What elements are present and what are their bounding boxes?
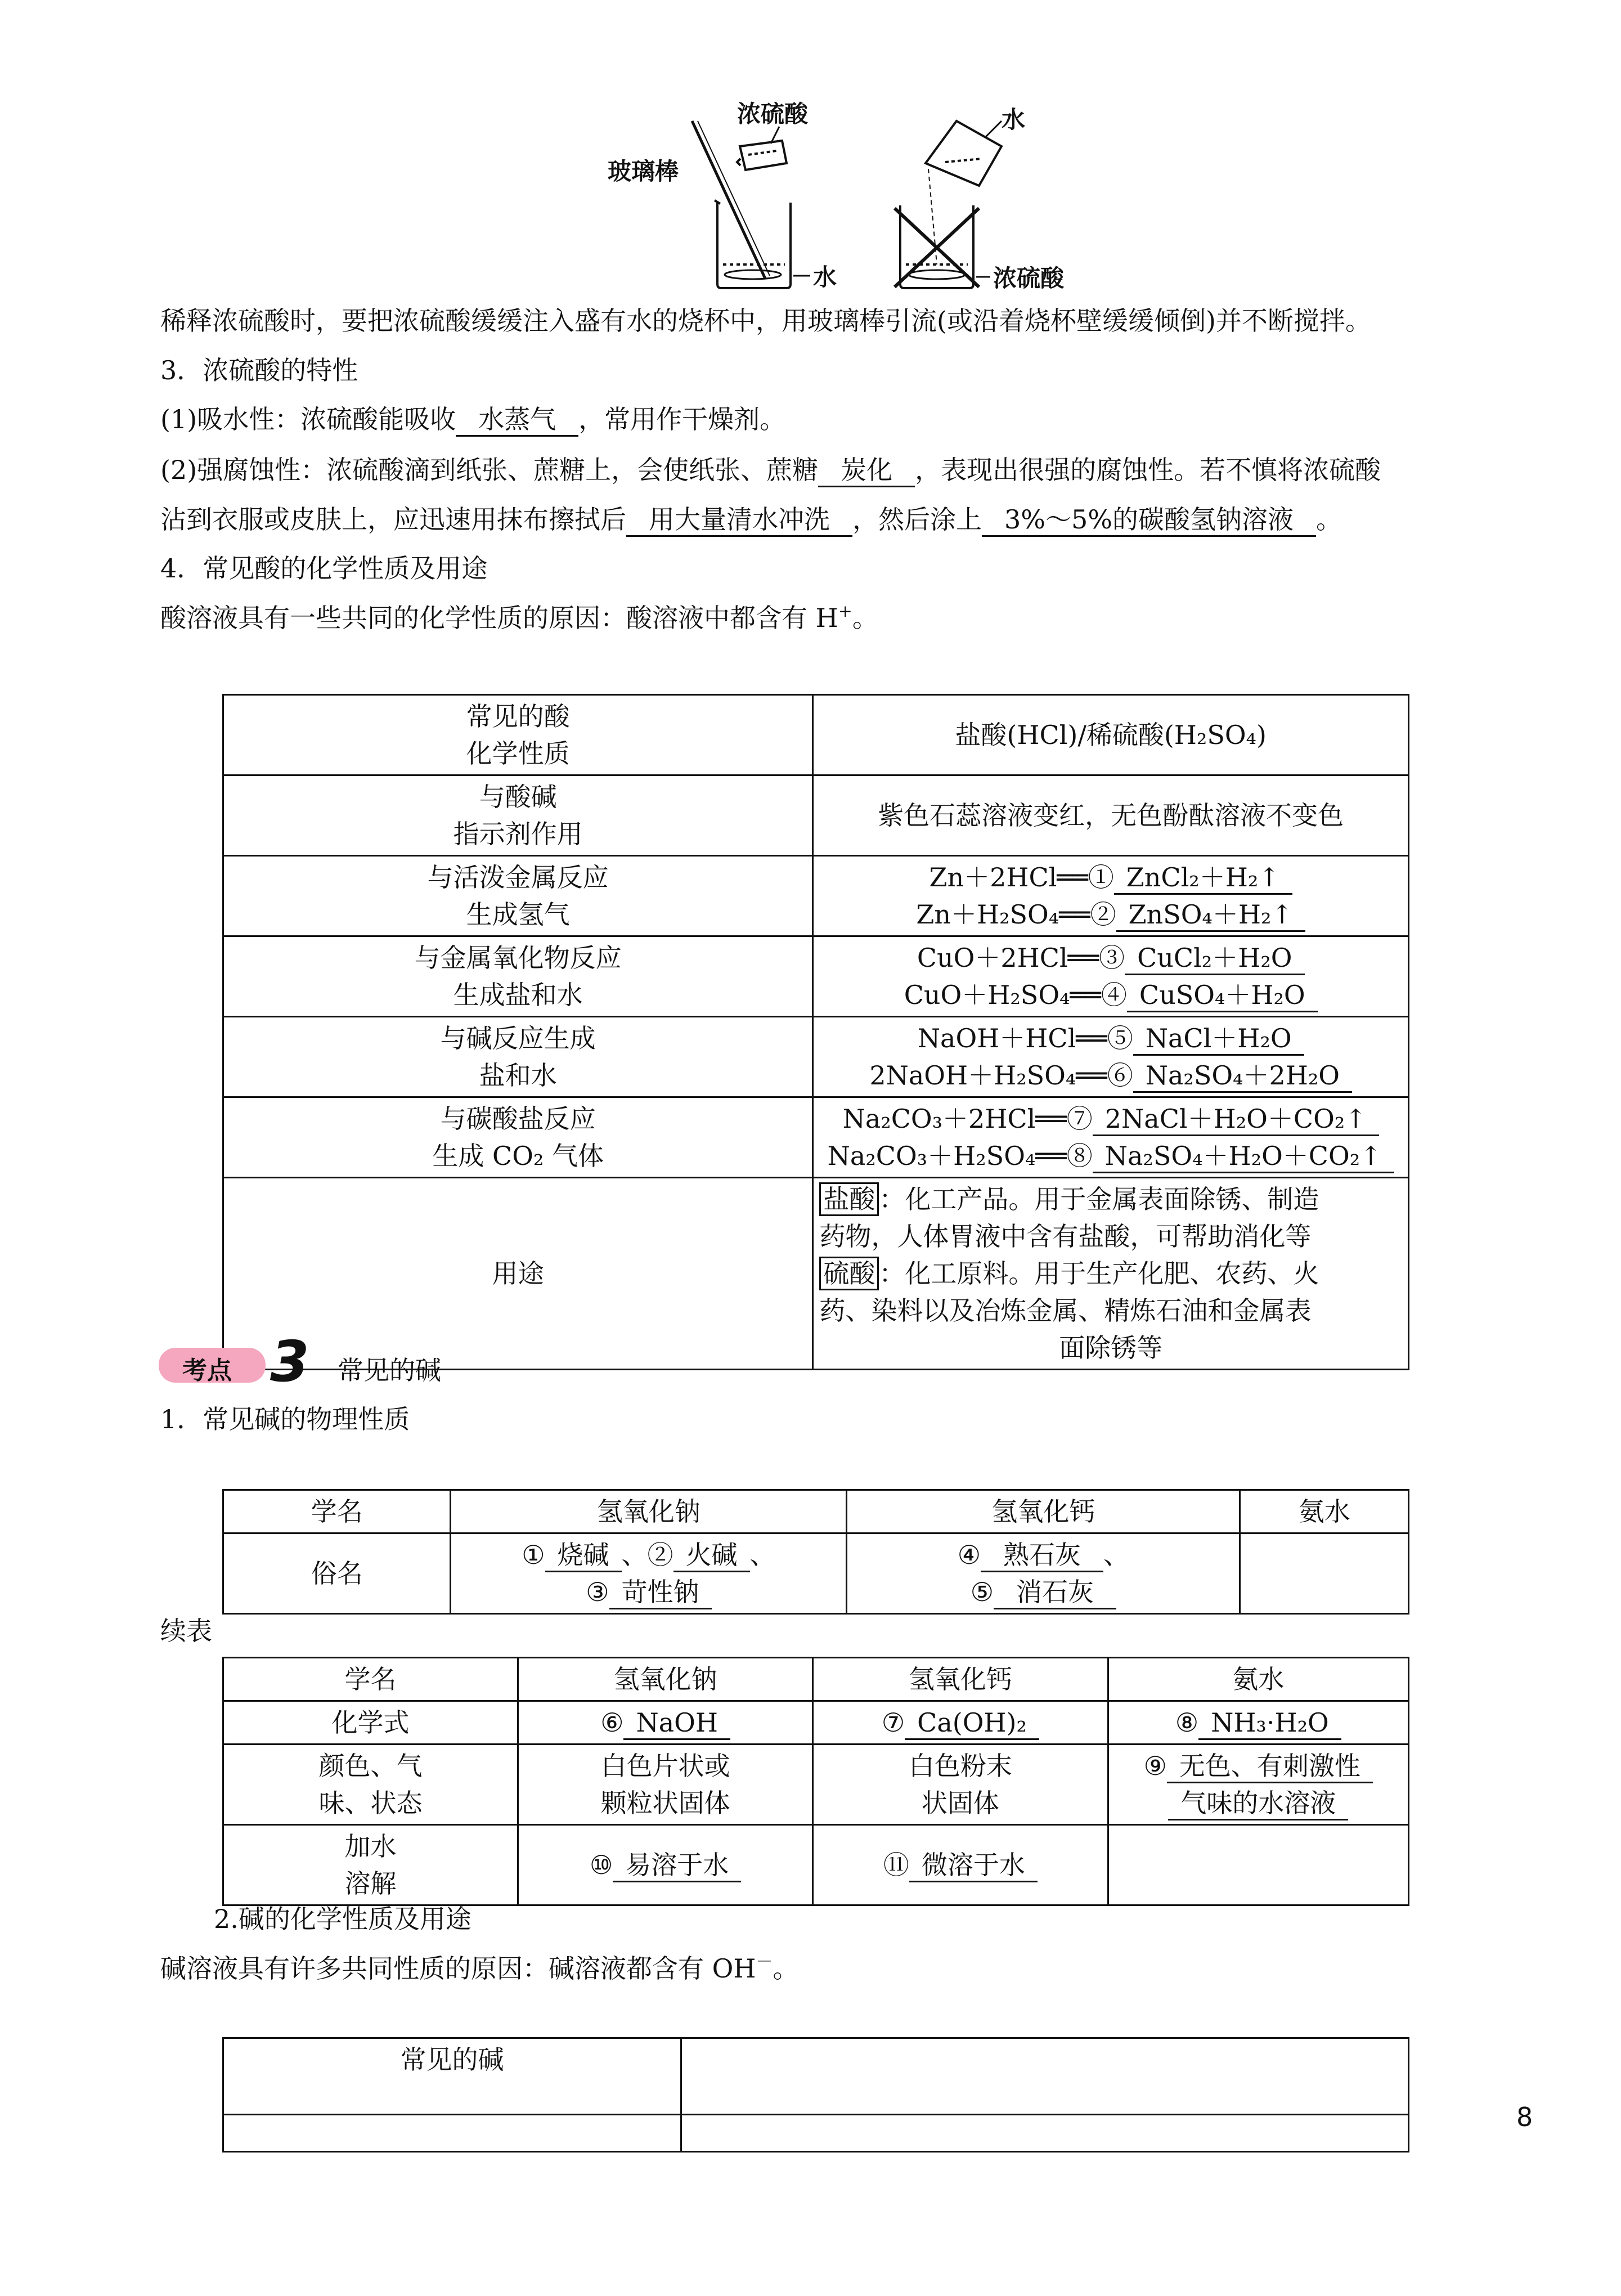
table-row: 颜色、气 味、状态 白色片状或 颗粒状固体 白色粉末 状固体 ⑨ 无色、有刺激性 气味的水溶液 — [223, 1745, 1409, 1825]
table-row: 与活泼金属反应 生成氢气 Zn＋2HCl══① ZnCl₂＋H₂↑ Zn＋H₂SO₄══② ZnSO₄＋H₂↑ — [223, 856, 1409, 936]
base-reason-line: 碱溶液具有许多共同性质的原因：碱溶液都含有 OH－。 — [160, 1952, 799, 1984]
fill-2: ZnSO₄＋H₂↑ — [1116, 899, 1305, 932]
corrosion-line-1: (2)强腐蚀性：浓硫酸滴到纸张、蔗糖上，会使纸张、蔗糖 炭化 ，表现出很强的腐蚀性。若不慎将浓硫酸 — [160, 453, 1381, 487]
label-water-left: 水 — [813, 263, 837, 291]
fill-5: NaCl＋H₂O — [1133, 1023, 1304, 1056]
table-row: 与金属氧化物反应 生成盐和水 CuO＋2HCl══③ CuCl₂＋H₂O CuO＋H₂SO₄══④ CuSO₄＋H₂O — [223, 936, 1409, 1017]
label-rod: 玻璃棒 — [608, 158, 679, 185]
tag-sulfuric: 硫酸 — [819, 1257, 879, 1290]
table-row — [223, 2115, 1409, 2152]
acid-properties-table — [222, 694, 1409, 1370]
section-3-title: 3．浓硫酸的特性 — [160, 355, 358, 385]
topic-number: 3 — [270, 1329, 309, 1394]
section-4-title: 4．常见酸的化学性质及用途 — [160, 553, 488, 584]
base-properties-table — [222, 1657, 1409, 1906]
table-row: 常见的酸 化学性质 盐酸(HCl)/稀硫酸(H₂SO₄) — [223, 695, 1409, 775]
table-row: 用途 盐酸 ：化工产品。用于金属表面除锈、制造 药物，人体胃液中含有盐酸，可帮助消化等 硫酸 ：化工原料。用于生产化肥、农药、火 药、染料以及冶炼金属、精炼石油和金属表 面除锈等 — [223, 1178, 1409, 1370]
fill-1: ZnCl₂＋H₂↑ — [1114, 862, 1292, 895]
base-subsection-2: 2.碱的化学性质及用途 — [214, 1904, 472, 1934]
continued-label: 续表 — [160, 1616, 212, 1646]
base-names-table — [222, 1489, 1409, 1615]
base-subsection-1: 1．常见碱的物理性质 — [160, 1404, 410, 1434]
label-acid: 浓硫酸 — [737, 100, 809, 128]
table-row: 与碱反应生成 盐和水 NaOH＋HCl══⑤ NaCl＋H₂O 2NaOH＋H₂SO₄══⑥ Na₂SO₄＋2H₂O — [223, 1017, 1409, 1097]
dilution-figure — [608, 96, 1069, 298]
topic-title: 常见的碱 — [338, 1355, 441, 1385]
acid-bottle-left — [737, 141, 787, 170]
table-row: 学名 氢氧化钠 氢氧化钙 氨水 — [223, 1658, 1409, 1701]
base-chem-table — [222, 2037, 1409, 2152]
fill-4: CuSO₄＋H₂O — [1127, 979, 1318, 1012]
table-row: 俗名 ① 烧碱 、② 火碱 、 ③ 苛性钠 ④ 熟石灰 、 ⑤ 消石灰 — [223, 1533, 1409, 1614]
label-water-right: 水 — [1002, 106, 1026, 133]
topic-badge: 考点 — [159, 1348, 266, 1383]
acid-reason-line: 酸溶液具有一些共同的化学性质的原因：酸溶液中都含有 H+。 — [160, 602, 878, 633]
fill-rinse: 用大量清水冲洗 — [626, 504, 852, 537]
fill-carbonize: 炭化 — [818, 454, 915, 487]
label-acid-right: 浓硫酸 — [993, 264, 1065, 292]
fill-7: 2NaCl＋H₂O＋CO₂↑ — [1093, 1103, 1379, 1136]
acid-header: 盐酸(HCl)/稀硫酸(H₂SO₄) — [813, 695, 1409, 775]
fill-water-vapor: 水蒸气 — [456, 403, 578, 437]
table-row: 加水 溶解 ⑩ 易溶于水 ⑪ 微溶于水 — [223, 1825, 1409, 1905]
tag-hydrochloric: 盐酸 — [819, 1182, 879, 1216]
water-cup-right — [926, 121, 1002, 186]
table-row: 与碳酸盐反应 生成 CO₂ 气体 Na₂CO₃＋2HCl══⑦ 2NaCl＋H₂O＋CO₂↑ Na₂CO₃＋H₂SO₄══⑧ Na₂SO₄＋H₂O＋CO₂↑ — [223, 1097, 1409, 1178]
table-row: 化学式 ⑥ NaOH ⑦ Ca(OH)₂ ⑧ NH₃·H₂O — [223, 1701, 1409, 1745]
fill-bicarbonate: 3%～5%的碳酸氢钠溶液 — [982, 504, 1316, 537]
water-absorption-line: (1)吸水性：浓硫酸能吸收 水蒸气 ，常用作干燥剂。 — [160, 402, 785, 437]
fill-8: Na₂SO₄＋H₂O＋CO₂↑ — [1093, 1140, 1394, 1173]
table-row: 与酸碱 指示剂作用 紫色石蕊溶液变红，无色酚酞溶液不变色 — [223, 775, 1409, 856]
table-row: 学名 氢氧化钠 氢氧化钙 氨水 — [223, 1490, 1409, 1533]
corrosion-line-2: 沾到衣服或皮肤上，应迅速用抹布擦拭后 用大量清水冲洗 ，然后涂上 3%～5%的碳酸氢钠溶液 。 — [160, 503, 1342, 537]
beaker-left — [715, 200, 791, 288]
page-number: 8 — [1516, 2102, 1533, 2132]
table-row: 常见的碱 — [223, 2038, 1409, 2115]
fill-6: Na₂SO₄＋2H₂O — [1133, 1060, 1352, 1093]
dilution-note: 稀释浓硫酸时，要把浓硫酸缓缓注入盛有水的烧杯中，用玻璃棒引流(或沿着烧杯壁缓缓倾倒)并不断搅拌。 — [160, 306, 1371, 336]
fill-3: CuCl₂＋H₂O — [1125, 942, 1304, 975]
